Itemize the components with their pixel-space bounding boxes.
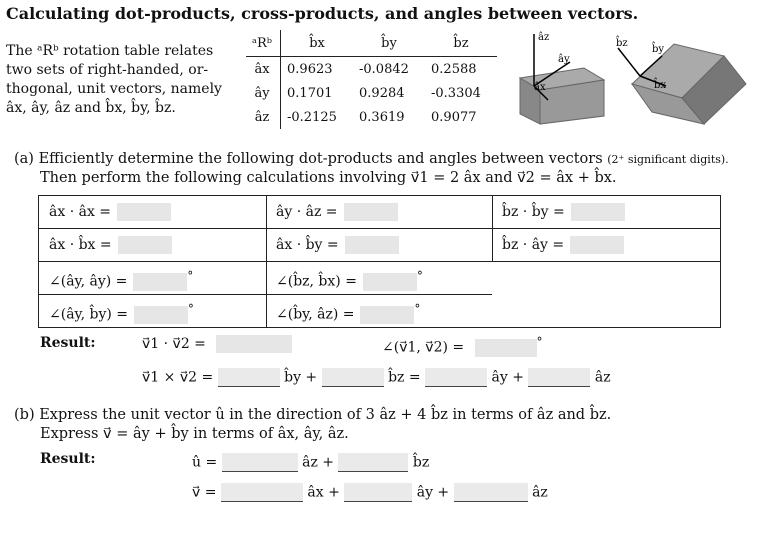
intro-text xyxy=(6,42,222,118)
term-by: b̂y + xyxy=(284,369,318,386)
table-row xyxy=(246,105,497,129)
degree-symbol: ° xyxy=(187,269,194,283)
answer-field[interactable] xyxy=(117,203,171,221)
table-cell: -0.2125 xyxy=(287,109,337,125)
answer-field[interactable] xyxy=(454,483,528,502)
sig-digits-note: (2⁺ significant digits). xyxy=(607,153,729,166)
part-b-line-2: Express v⃗ = ây + b̂y in terms of âx, ây, âz. xyxy=(40,426,349,442)
degree-symbol: ° xyxy=(536,335,543,349)
term-ay: ây + xyxy=(491,369,524,386)
answer-field[interactable] xyxy=(475,339,537,357)
expr-ax-dot-by: âx · b̂y = xyxy=(276,237,339,253)
answer-field[interactable] xyxy=(571,203,625,221)
answer-field[interactable] xyxy=(216,335,292,353)
term-az: âz xyxy=(532,484,548,501)
answer-field[interactable] xyxy=(345,236,399,254)
expr-angle-ay-ay: ∠(ây, ây) = xyxy=(49,273,128,290)
answer-field[interactable] xyxy=(425,368,487,387)
expr-angle-bz-bx: ∠(b̂z, b̂x) = xyxy=(276,273,357,290)
term-bz: b̂z = xyxy=(388,369,421,386)
degree-symbol: ° xyxy=(414,302,421,316)
answer-field[interactable] xyxy=(322,368,384,387)
expr-bz-dot-by: b̂z · b̂y = xyxy=(502,204,565,220)
figure-b-frame xyxy=(612,26,752,126)
answer-field[interactable] xyxy=(218,368,280,387)
intro-line-4: âx, ây, âz and b̂x, b̂y, b̂z. xyxy=(6,100,176,116)
row-label: ây xyxy=(246,81,281,105)
degree-symbol: ° xyxy=(416,269,423,283)
label-bx: b̂x xyxy=(654,80,667,91)
answer-field[interactable] xyxy=(344,203,398,221)
answer-field[interactable] xyxy=(528,368,590,387)
table-cell: 0.9623 xyxy=(287,61,333,77)
table-cell: 0.9077 xyxy=(431,109,477,125)
part-a-line-2: Then perform the following calculations involving v⃗1 = 2 âx and v⃗2 = âx + b̂x. xyxy=(40,170,617,186)
rotation-table xyxy=(246,30,497,129)
page-title: Calculating dot-products, cross-products, and angles between vectors. xyxy=(6,4,639,23)
label-az: âz xyxy=(538,32,550,43)
expr-bz-dot-ay: b̂z · ây = xyxy=(502,237,565,253)
intro-line-1: The ᵃRᵇ rotation table relates xyxy=(6,43,214,59)
col-header-bx: b̂x xyxy=(281,30,354,57)
label-ax: âx xyxy=(534,82,546,93)
answer-field[interactable] xyxy=(222,453,298,472)
expr-ax-dot-ax: âx · âx = xyxy=(49,204,112,220)
degree-symbol: ° xyxy=(188,302,194,316)
table-cell: 0.2588 xyxy=(431,61,477,77)
table-row xyxy=(246,81,497,105)
term-az: âz + xyxy=(302,454,335,471)
expr-ax-dot-bx: âx · b̂x = xyxy=(49,237,112,253)
answer-grid xyxy=(38,195,721,328)
intro-line-2: two sets of right-handed, or- xyxy=(6,62,209,78)
expr-angle-by-az: ∠(b̂y, âz) = xyxy=(276,306,355,323)
expr-ay-dot-az: ây · âz = xyxy=(276,204,338,220)
row-label: âx xyxy=(246,57,281,82)
expr-v-vec: v⃗ = xyxy=(192,484,217,501)
term-az: âz xyxy=(594,369,611,386)
expr-v1-cross-v2: v⃗1 × v⃗2 = xyxy=(142,369,214,386)
expr-angle-v1-v2: ∠(v⃗1, v⃗2) = xyxy=(382,339,465,356)
row-label: âz xyxy=(246,105,281,129)
answer-field[interactable] xyxy=(221,483,303,502)
expr-v1-dot-v2: v⃗1 · v⃗2 = xyxy=(142,336,206,352)
part-b-text xyxy=(14,406,611,444)
table-cell: 0.3619 xyxy=(359,109,405,125)
answer-field[interactable] xyxy=(363,273,417,291)
answer-field[interactable] xyxy=(118,236,172,254)
intro-line-3: thogonal, unit vectors, namely xyxy=(6,81,222,97)
term-bz: b̂z xyxy=(412,454,430,471)
table-cell: -0.0842 xyxy=(359,61,409,77)
table-row xyxy=(246,57,497,82)
col-header-bz: b̂z xyxy=(425,30,497,57)
label-bz: b̂z xyxy=(616,38,628,49)
part-a-line-1: (a) Efficiently determine the following dot-products and angles between vectors xyxy=(14,151,603,167)
answer-field[interactable] xyxy=(344,483,412,502)
answer-field[interactable] xyxy=(338,453,408,472)
result-label-a: Result: xyxy=(40,335,96,351)
result-label-b: Result: xyxy=(40,451,96,467)
expr-u-hat: û = xyxy=(192,454,218,471)
label-by: b̂y xyxy=(652,44,665,55)
answer-field[interactable] xyxy=(133,273,187,291)
term-ay: ây + xyxy=(416,484,450,501)
col-header-by: b̂y xyxy=(353,30,425,57)
table-cell: 0.1701 xyxy=(287,85,333,101)
answer-field[interactable] xyxy=(570,236,624,254)
part-a-text xyxy=(14,150,729,188)
table-cell: 0.9284 xyxy=(359,85,405,101)
answer-field[interactable] xyxy=(360,306,414,324)
table-corner: ᵃRᵇ xyxy=(246,30,281,57)
term-ax: âx + xyxy=(307,484,340,501)
answer-field[interactable] xyxy=(134,306,188,324)
expr-angle-ay-by: ∠(ây, b̂y) = xyxy=(49,306,129,323)
label-ay: ây xyxy=(558,54,570,65)
part-b-line-1: (b) Express the unit vector û in the direction of 3 âz + 4 b̂z in terms of âz and b̂z. xyxy=(14,407,612,423)
table-cell: -0.3304 xyxy=(431,85,481,101)
figure-a-frame xyxy=(512,28,612,128)
